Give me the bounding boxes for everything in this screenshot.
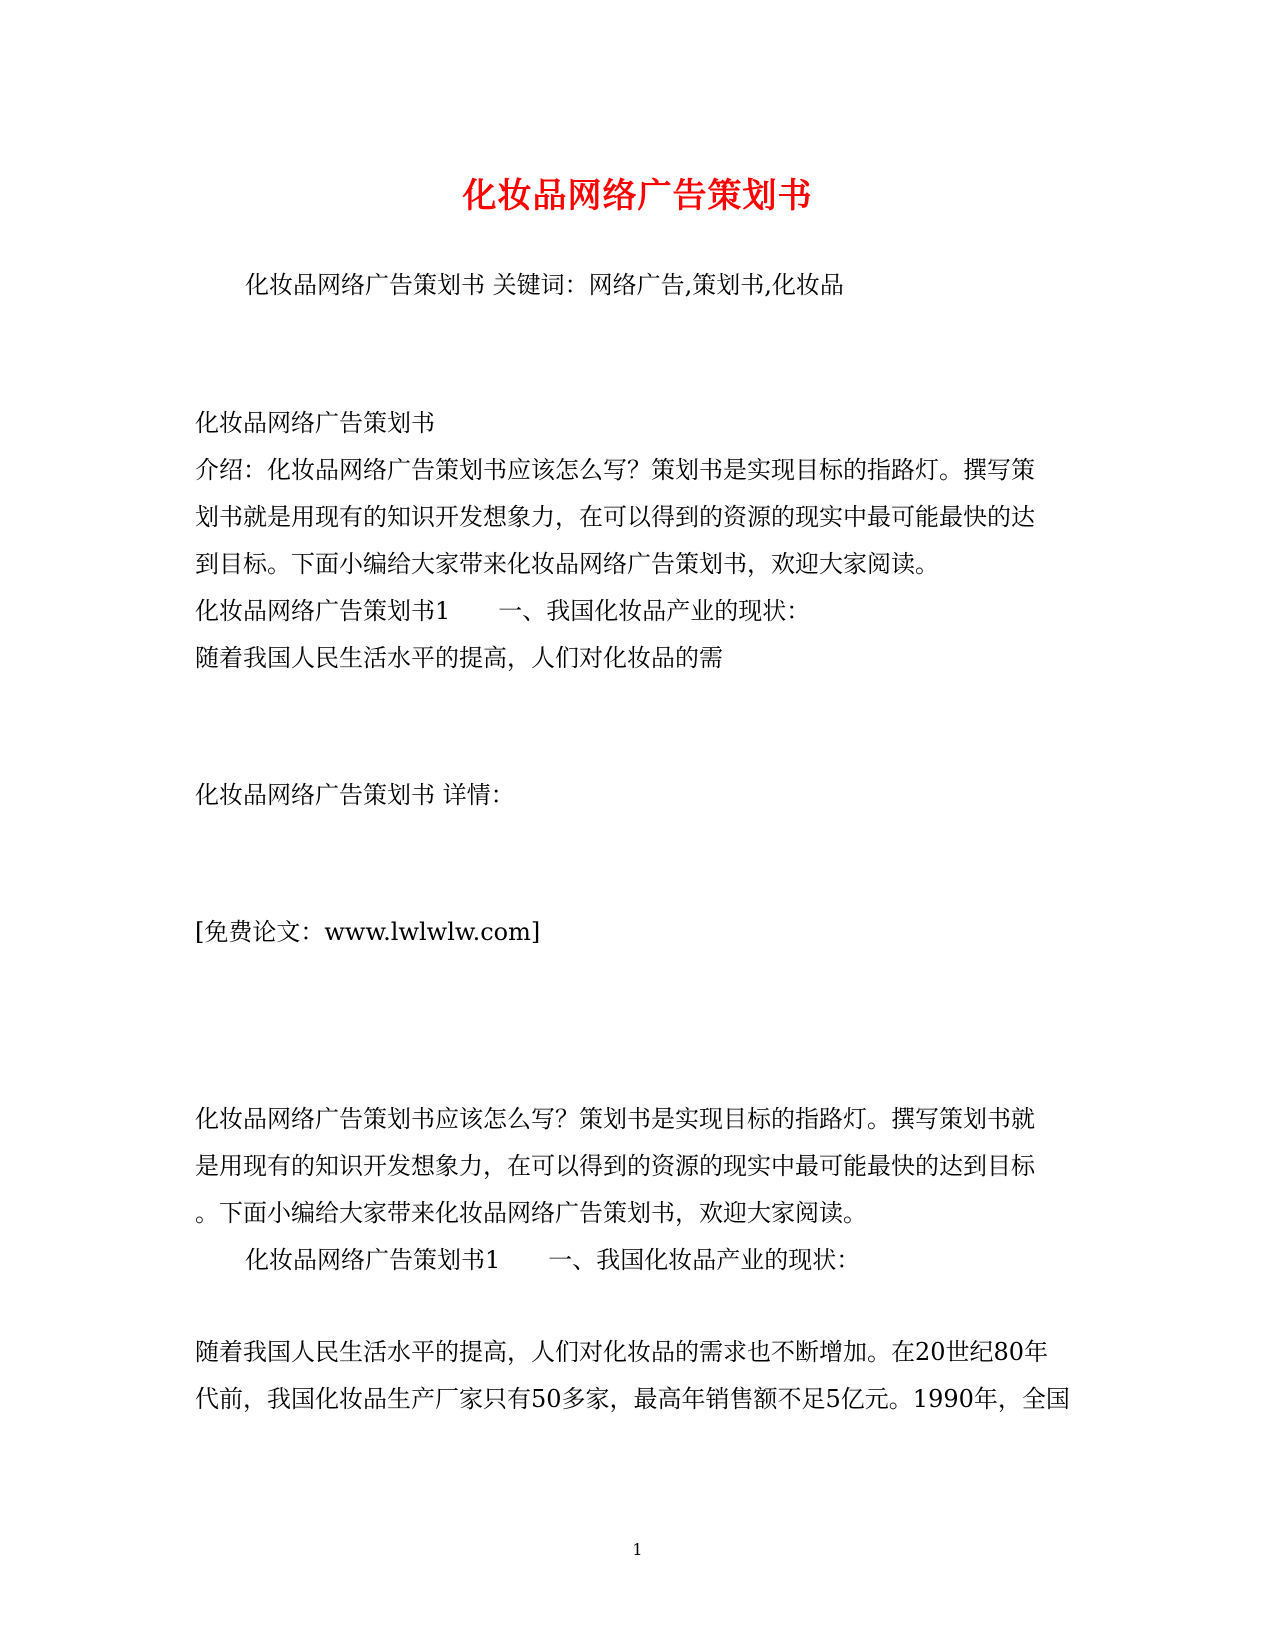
details-label: 化妆品网络广告策划书 详情： <box>195 781 515 809</box>
body-section-line: 化妆品网络广告策划书1 一、我国化妆品产业的现状： <box>245 1246 861 1274</box>
body-line-2: 是用现有的知识开发想象力，在可以得到的资源的现实中最可能最快的达到目标 <box>195 1152 1035 1180</box>
keywords-line: 化妆品网络广告策划书 关键词：网络广告,策划书,化妆品 <box>245 271 844 299</box>
intro-line-3: 到目标。下面小编给大家带来化妆品网络广告策划书，欢迎大家阅读。 <box>195 550 939 578</box>
page-number: 1 <box>632 1540 643 1559</box>
summary-text-line: 随着我国人民生活水平的提高，人们对化妆品的需 <box>195 644 723 672</box>
intro-line-1: 介绍：化妆品网络广告策划书应该怎么写？策划书是实现目标的指路灯。撰写策 <box>195 456 1035 484</box>
intro-line-2: 划书就是用现有的知识开发想象力，在可以得到的资源的现实中最可能最快的达 <box>195 503 1035 531</box>
section-heading: 化妆品网络广告策划书 <box>195 409 435 437</box>
document-title: 化妆品网络广告策划书 <box>462 176 813 216</box>
body-line-1: 化妆品网络广告策划书应该怎么写？策划书是实现目标的指路灯。撰写策划书就 <box>195 1105 1035 1133</box>
source-link-text: [免费论文：www.lwlwlw.com] <box>195 918 541 946</box>
final-line-1: 随着我国人民生活水平的提高，人们对化妆品的需求也不断增加。在20世纪80年 <box>195 1338 1049 1366</box>
final-line-2: 代前，我国化妆品生产厂家只有50多家，最高年销售额不足5亿元。1990年，全国 <box>195 1385 1070 1413</box>
summary-section-line: 化妆品网络广告策划书1 一、我国化妆品产业的现状： <box>195 597 811 625</box>
body-line-3: 。下面小编给大家带来化妆品网络广告策划书，欢迎大家阅读。 <box>195 1199 867 1227</box>
